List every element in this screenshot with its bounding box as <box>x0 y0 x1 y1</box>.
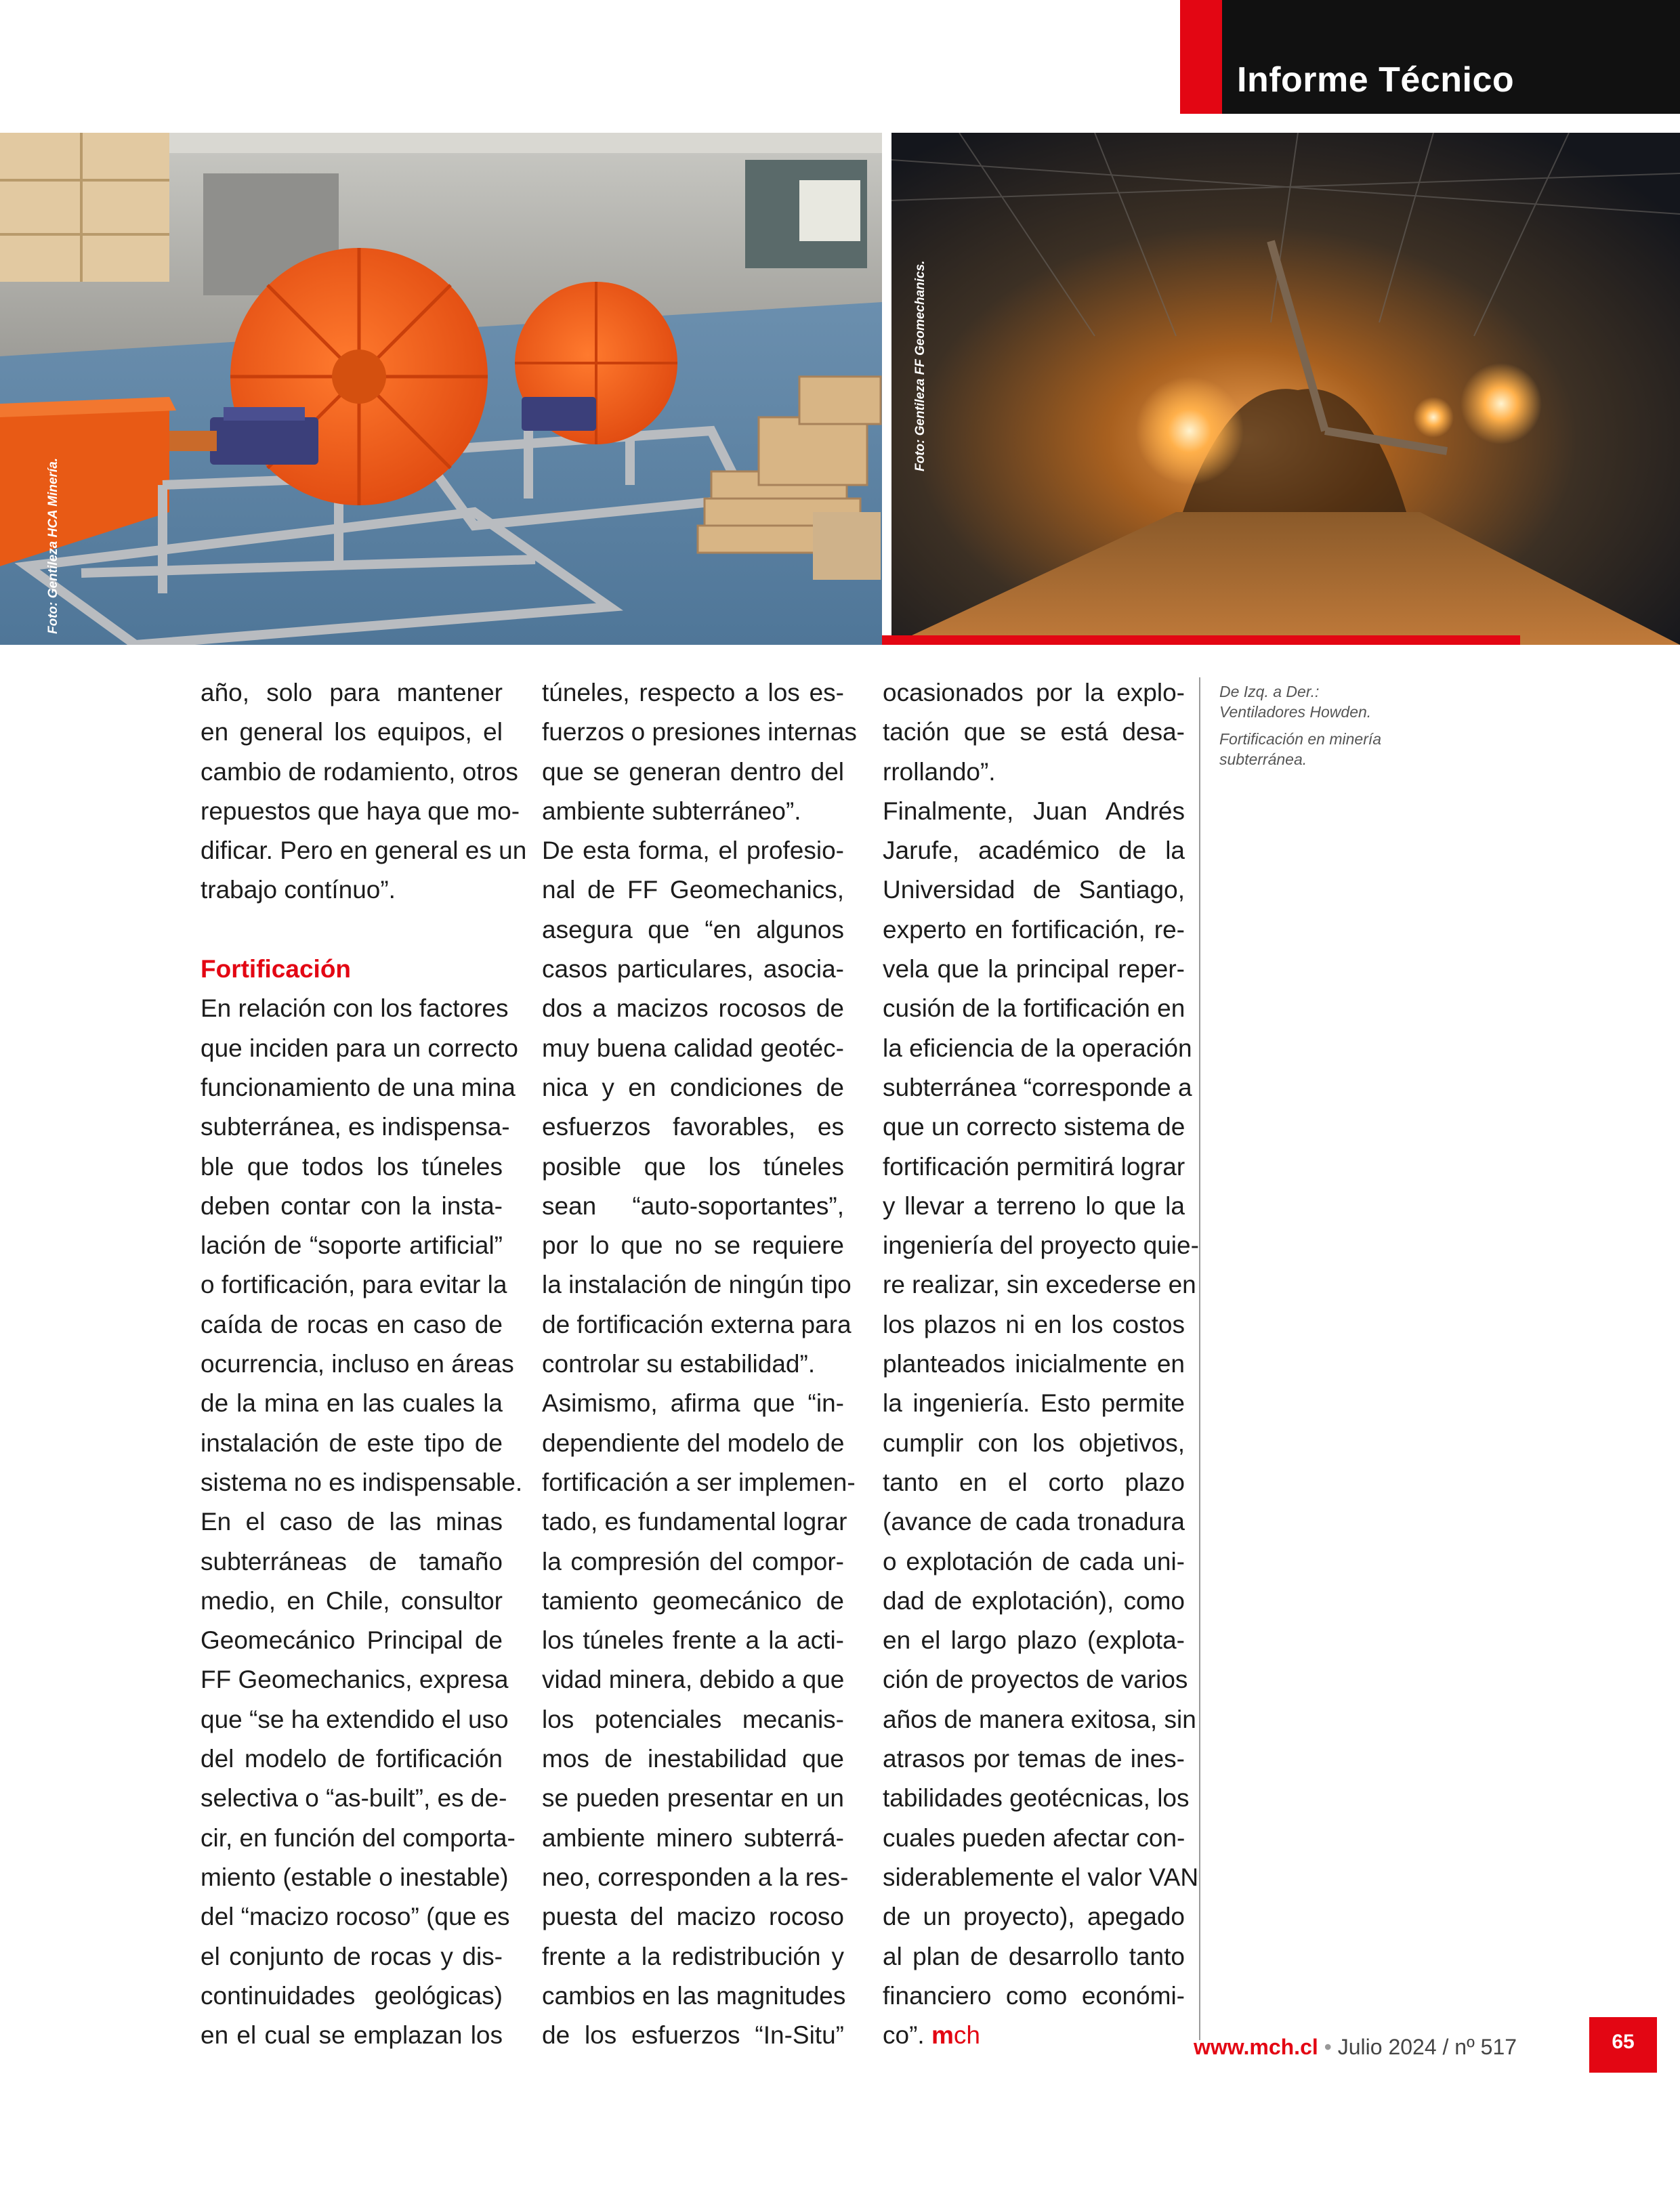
page-footer <box>1194 2035 1517 2060</box>
text-line: controlar su estabilidad”. <box>542 1350 816 1378</box>
text-line: atrasos por temas de ines- <box>883 1745 1185 1773</box>
text-line: la instalación de ningún tipo <box>542 1271 852 1299</box>
section-title: Informe Técnico <box>1237 60 1515 100</box>
text-line: al plan de desarrollo tanto <box>883 1942 1185 1970</box>
text-line: vidad minera, debido a que <box>542 1666 845 1694</box>
tunnel-illustration <box>891 133 1680 645</box>
text-line: fuerzos o presiones internas <box>542 718 857 746</box>
text-line: dos a macizos rocosos de <box>542 994 844 1023</box>
text-line: deben contar con la insta- <box>201 1191 503 1220</box>
text-line: dad de explotación), como <box>883 1586 1185 1615</box>
page-number: 65 <box>1612 2031 1635 2053</box>
text-line: tado, es fundamental lograr <box>542 1508 847 1536</box>
text-line: De esta forma, el profesio- <box>542 837 844 865</box>
text-line: los túneles frente a la acti- <box>542 1626 844 1655</box>
text-line-final <box>883 2016 1185 2055</box>
text-line: la ingeniería. Esto permite <box>883 1389 1185 1418</box>
text-line: de la mina en las cuales la <box>201 1389 503 1418</box>
text-line: la compresión del compor- <box>542 1547 844 1575</box>
section-heading: Fortificación <box>201 955 352 983</box>
text-line: en el largo plazo (explota- <box>883 1626 1185 1655</box>
text-line: selectiva o “as-built”, es de- <box>201 1784 507 1813</box>
text-line: Universidad de Santiago, <box>883 876 1185 904</box>
text-line: en el cual se emplazan los <box>201 2021 503 2050</box>
fans-illustration <box>0 133 882 645</box>
caption-block-2 <box>1219 729 1423 769</box>
text-line: continuidades geológicas) <box>201 1981 503 2010</box>
text-line: tanto en el corto plazo <box>883 1468 1185 1496</box>
text-line: en general los equipos, el <box>201 718 503 746</box>
text-line: que un correcto sistema de <box>883 1113 1185 1141</box>
text-line: ocurrencia, incluso en áreas <box>201 1350 514 1378</box>
text-line: que “se ha extendido el uso <box>201 1705 509 1733</box>
text-line: casos particulares, asocia- <box>542 955 844 983</box>
text-line: funcionamiento de una mina <box>201 1073 516 1101</box>
article-column-3 <box>883 673 1199 2055</box>
text-line: cusión de la fortificación en <box>883 994 1185 1023</box>
footer-separator: • <box>1324 2035 1332 2059</box>
photo-credit-left: Foto: Gentileza HCA Minería. <box>46 457 60 634</box>
text-line: tación que se está desa- <box>883 718 1185 746</box>
text-line: y llevar a terreno lo que la <box>883 1191 1185 1220</box>
text-line: cir, en función del comporta- <box>201 1823 516 1852</box>
text-line: de un proyecto), apegado <box>883 1903 1185 1931</box>
text-line: Geomecánico Principal de <box>201 1626 503 1655</box>
text-line: rrollando”. <box>883 757 996 786</box>
text-line: medio, en Chile, consultor <box>201 1586 503 1615</box>
article-column-1 <box>201 673 527 2055</box>
caption-line: subterránea. <box>1219 750 1307 768</box>
text-line: la eficiencia de la operación <box>883 1034 1192 1062</box>
caption-block-1 <box>1219 681 1423 722</box>
footer-url-link[interactable]: www.mch.cl <box>1194 2035 1318 2059</box>
text-line: el conjunto de rocas y dis- <box>201 1942 503 1970</box>
text-line: fortificación a ser implemen- <box>542 1468 856 1496</box>
text-line: de fortificación externa para <box>542 1310 852 1338</box>
text-line: muy buena calidad geotéc- <box>542 1034 844 1062</box>
text-line: mos de inestabilidad que <box>542 1745 844 1773</box>
text-line: fortificación permitirá lograr <box>883 1152 1185 1181</box>
end-mark-ch: ch <box>953 2021 980 2050</box>
text-line: ingeniería del proyecto quie- <box>883 1231 1199 1260</box>
text-line: año, solo para mantener <box>201 679 503 706</box>
text-line: por lo que no se requiere <box>542 1231 844 1260</box>
text-line: ocasionados por la explo- <box>883 679 1185 706</box>
text-line: asegura que “en algunos <box>542 915 844 944</box>
text-line-end: co”. <box>883 2021 925 2050</box>
text-line: que se generan dentro del <box>542 757 844 786</box>
text-line: años de manera exitosa, sin <box>883 1705 1196 1733</box>
caption-line: Fortificación en minería <box>1219 730 1382 748</box>
footer-issue: Julio 2024 / nº 517 <box>1337 2035 1517 2059</box>
text-line: cuales pueden afectar con- <box>883 1823 1185 1852</box>
text-line: trabajo contínuo”. <box>201 876 396 904</box>
text-line: dificar. Pero en general es un <box>201 837 527 865</box>
text-line: los plazos ni en los costos <box>883 1310 1185 1338</box>
article-column-2 <box>542 673 857 2055</box>
photo-howden-fans <box>0 133 882 645</box>
text-line: puesta del macizo rocoso <box>542 1903 844 1931</box>
text-line: posible que los túneles <box>542 1152 844 1181</box>
text-line: frente a la redistribución y <box>542 1942 844 1970</box>
text-line: cambio de rodamiento, otros <box>201 757 518 786</box>
text-line: vela que la principal reper- <box>883 955 1185 983</box>
photo-tunnel-fortification <box>891 133 1680 645</box>
text-line: subterránea “corresponde a <box>883 1073 1192 1101</box>
text-line: cumplir con los objetivos, <box>883 1429 1185 1457</box>
text-line: planteados inicialmente en <box>883 1350 1185 1378</box>
text-line: experto en fortificación, re- <box>883 915 1185 944</box>
photo-accent-line <box>882 635 1520 645</box>
text-line: del “macizo rocoso” (que es <box>201 1903 510 1931</box>
text-line: los potenciales mecanis- <box>542 1705 844 1733</box>
text-line: cambios en las magnitudes <box>542 1981 846 2010</box>
text-line: FF Geomechanics, expresa <box>201 1666 509 1694</box>
text-line: siderablemente el valor VAN <box>883 1863 1199 1891</box>
text-line: En relación con los factores <box>201 994 509 1023</box>
text-line: del modelo de fortificación <box>201 1745 503 1773</box>
text-line: neo, corresponden a la res- <box>542 1863 849 1891</box>
text-line: o fortificación, para evitar la <box>201 1271 507 1299</box>
text-line: (avance de cada tronadura <box>883 1508 1185 1536</box>
text-line: esfuerzos favorables, es <box>542 1113 844 1141</box>
paragraph-gap <box>201 910 503 950</box>
text-line: instalación de este tipo de <box>201 1429 503 1457</box>
text-line: sistema no es indispensable. <box>201 1468 523 1496</box>
text-line: ambiente minero subterrá- <box>542 1823 844 1852</box>
text-line: de los esfuerzos “In-Situ” <box>542 2021 844 2050</box>
header-accent-bar <box>1180 0 1222 114</box>
caption-divider <box>1199 677 1200 2040</box>
text-line: caída de rocas en caso de <box>201 1310 503 1338</box>
photo-credit-right: Foto: Gentileza FF Geomechanics. <box>913 260 927 471</box>
end-mark-m: m <box>931 2021 954 2050</box>
text-line: En el caso de las minas <box>201 1508 503 1536</box>
text-line: tabilidades geotécnicas, los <box>883 1784 1190 1813</box>
text-line: repuestos que haya que mo- <box>201 797 520 825</box>
text-line: Finalmente, Juan Andrés <box>883 797 1185 825</box>
caption-line: De Izq. a Der.: <box>1219 683 1320 700</box>
text-line: dependiente del modelo de <box>542 1429 845 1457</box>
caption-line: Ventiladores Howden. <box>1219 703 1372 721</box>
text-line: financiero como económi- <box>883 1981 1185 2010</box>
text-line: nal de FF Geomechanics, <box>542 876 844 904</box>
text-line: ción de proyectos de varios <box>883 1666 1188 1694</box>
text-line: subterráneas de tamaño <box>201 1547 503 1575</box>
text-line: que inciden para un correcto <box>201 1034 518 1062</box>
text-line: se pueden presentar en un <box>542 1784 844 1813</box>
text-line: túneles, respecto a los es- <box>542 679 844 706</box>
text-line: miento (estable o inestable) <box>201 1863 509 1891</box>
text-line: Jarufe, académico de la <box>883 837 1185 865</box>
text-line: lación de “soporte artificial” <box>201 1231 503 1260</box>
text-line: nica y en condiciones de <box>542 1073 844 1101</box>
text-line: o explotación de cada uni- <box>883 1547 1185 1575</box>
text-line: re realizar, sin excederse en <box>883 1271 1196 1299</box>
text-line: Asimismo, afirma que “in- <box>542 1389 844 1418</box>
photo-caption <box>1219 681 1423 776</box>
text-line: ble que todos los túneles <box>201 1152 503 1181</box>
text-line: ambiente subterráneo”. <box>542 797 801 825</box>
text-line: sean “auto-soportantes”, <box>542 1191 844 1220</box>
text-line: subterránea, es indispensa- <box>201 1113 510 1141</box>
text-line: tamiento geomecánico de <box>542 1586 844 1615</box>
